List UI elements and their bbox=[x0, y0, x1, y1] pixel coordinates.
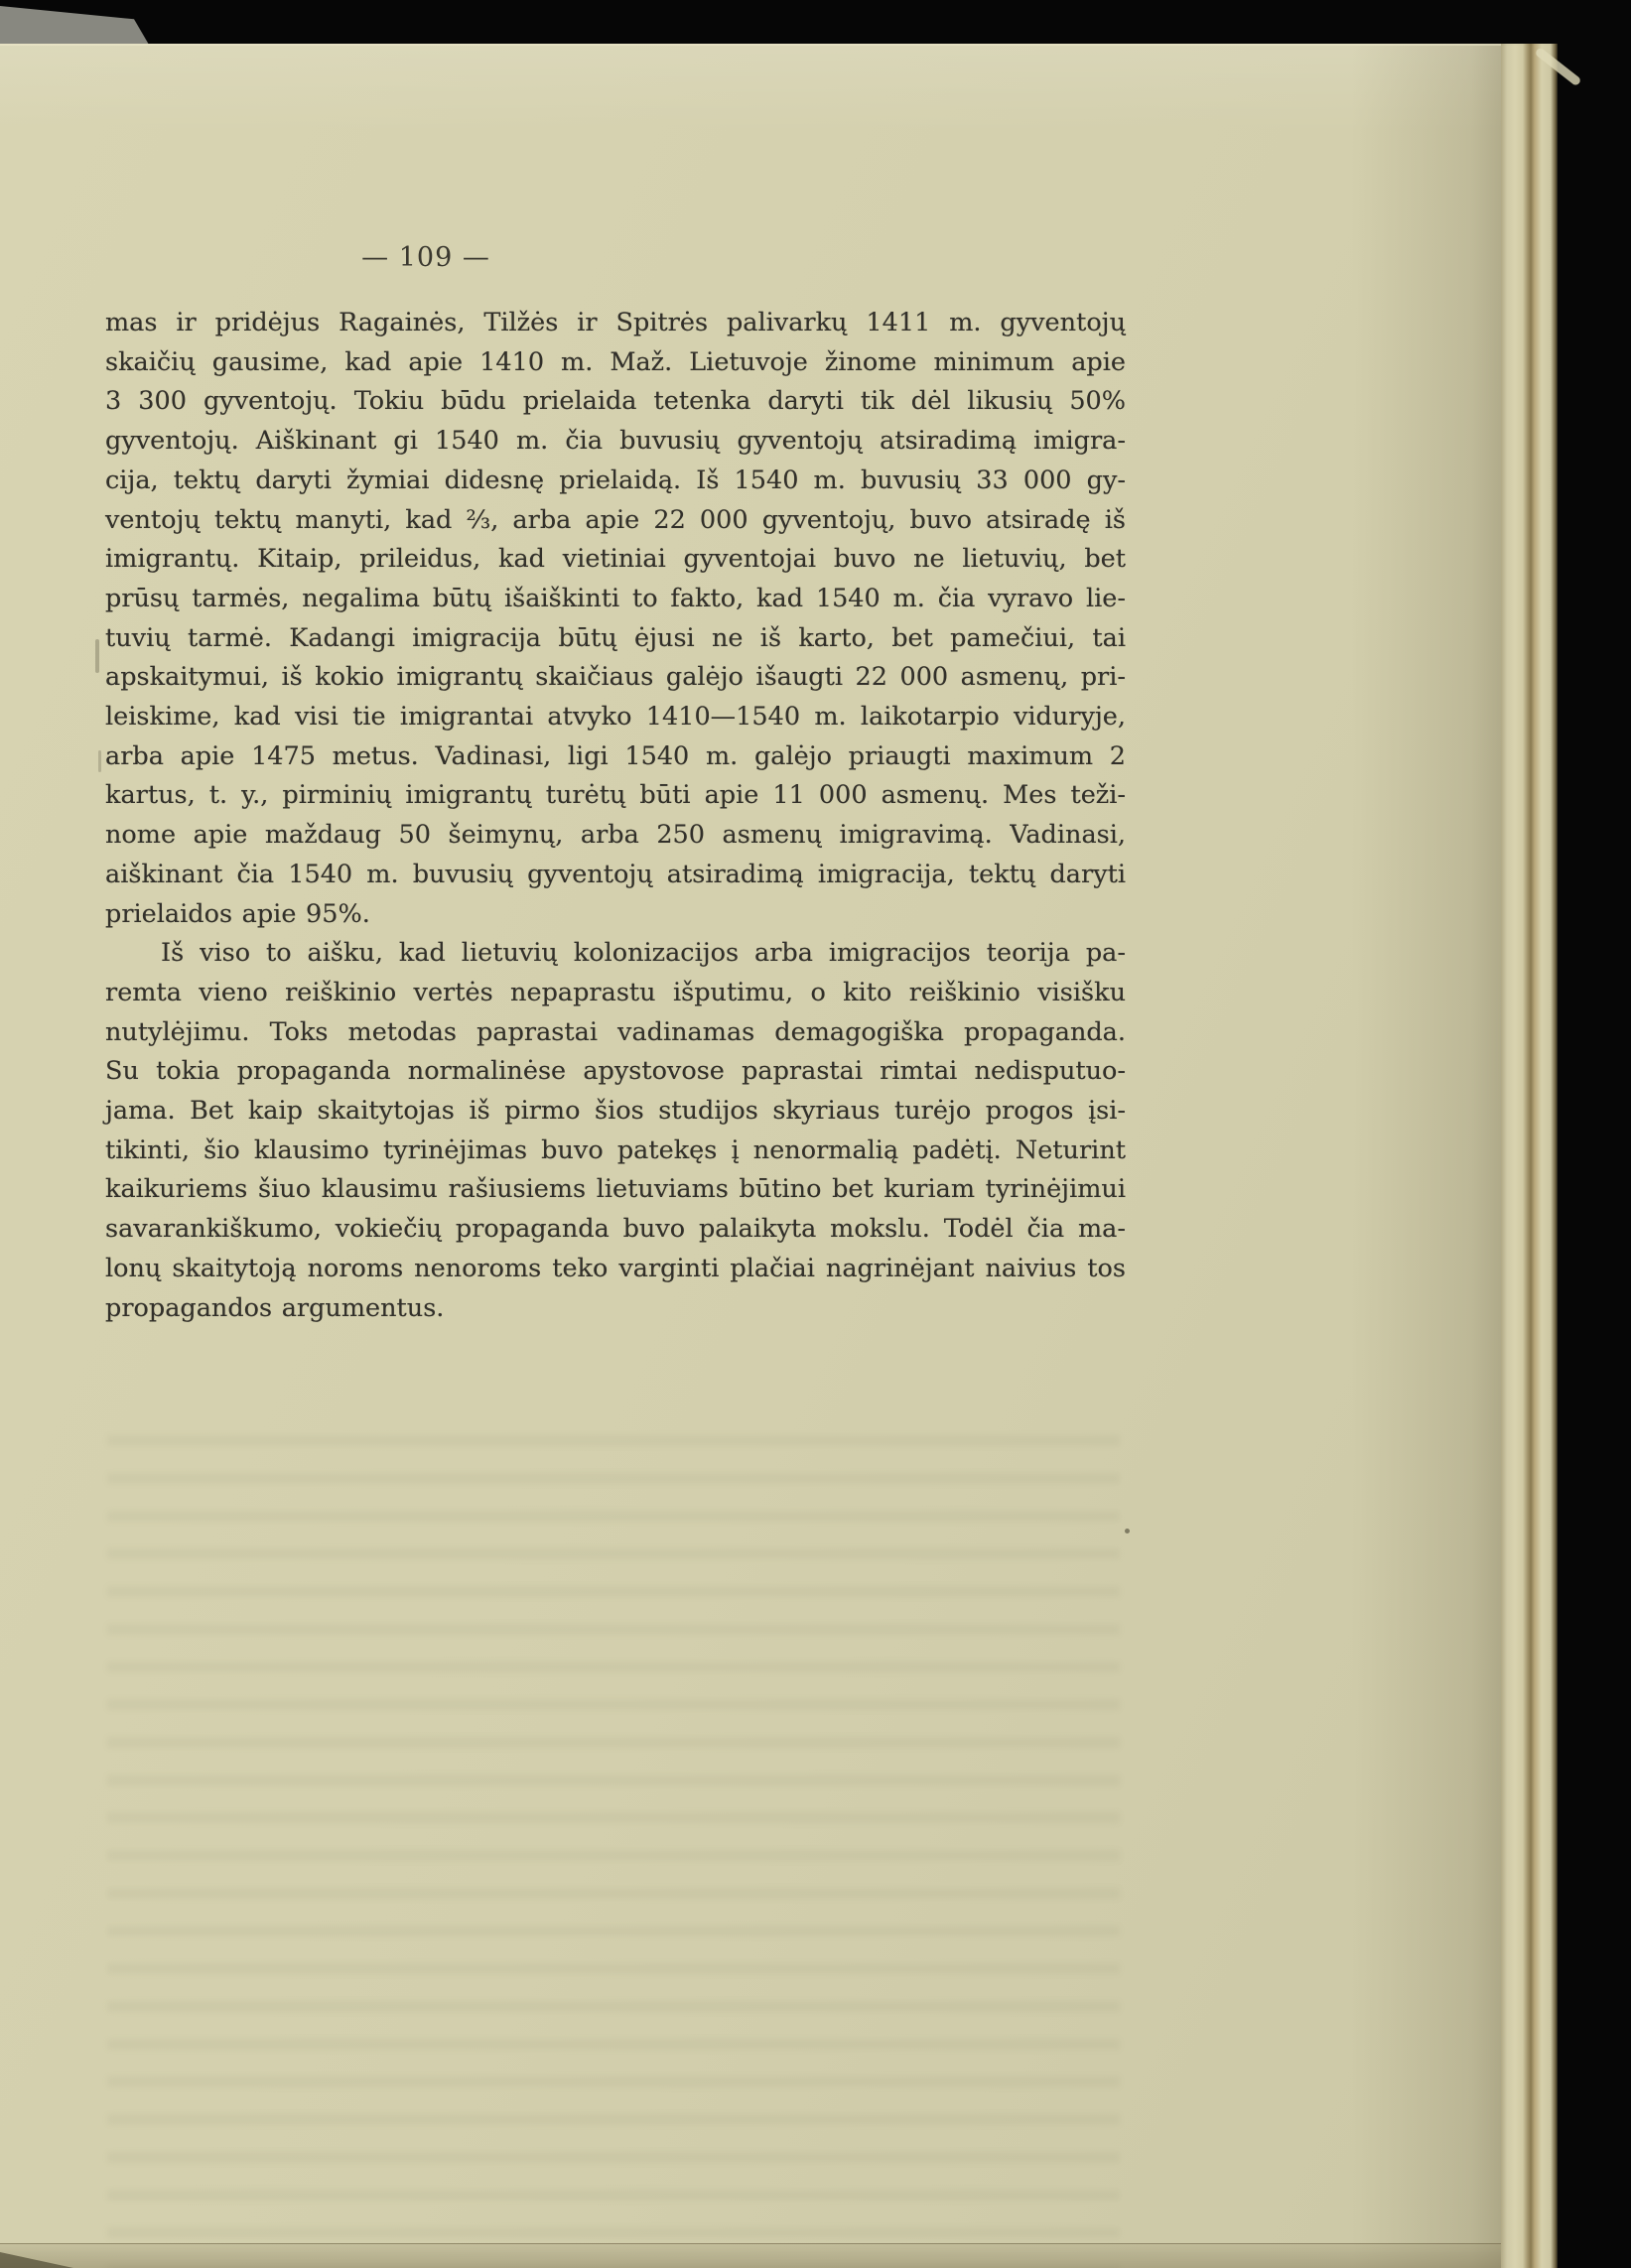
text-line: prielaidos apie 95%. bbox=[105, 898, 370, 929]
scan-corner-artifact bbox=[0, 6, 149, 45]
scan-speck bbox=[95, 639, 99, 673]
page-number: — 109 — bbox=[361, 242, 490, 273]
text-line: propagandos argumentus. bbox=[105, 1292, 445, 1323]
text-line: jama. Bet kaip skaitytojas iš pirmo šios studijos skyriaus turėjo progos įsi- bbox=[105, 1096, 1126, 1127]
text-line: 3 300 gyventojų. Tokiu būdu prielaida tetenka daryti tik dėl likusių 50% bbox=[105, 386, 1126, 417]
text-line: lonų skaitytoją noroms nenoroms teko varginti plačiai nagrinėjant naivius tos bbox=[105, 1253, 1126, 1283]
text-line: tikinti, šio klausimo tyrinėjimas buvo patekęs į nenormalią padėtį. Neturint bbox=[105, 1134, 1126, 1165]
text-line: arba apie 1475 metus. Vadinasi, ligi 1540 m. galėjo priaugti maximum 2 bbox=[105, 740, 1126, 771]
text-line: nome apie maždaug 50 šeimynų, arba 250 asmenų imigravimą. Vadinasi, bbox=[105, 820, 1126, 851]
ink-bleedthrough bbox=[107, 1435, 1120, 2268]
scan-speck bbox=[1125, 1529, 1130, 1534]
text-line: nutylėjimu. Toks metodas paprastai vadinamas demagogiška propaganda. bbox=[105, 1016, 1126, 1047]
text-line: Su tokia propaganda normalinėse apystovose paprastai rimtai nedisputuo- bbox=[105, 1056, 1126, 1087]
text-line: skaičių gausime, kad apie 1410 m. Maž. Lietuvoje žinome minimum apie bbox=[105, 346, 1126, 377]
text-line: ventojų tektų manyti, kad ⅔, arba apie 22 000 gyventojų, buvo atsiradę iš bbox=[105, 504, 1126, 535]
text-line: tuvių tarmė. Kadangi imigracija būtų ėjusi ne iš karto, bet pamečiui, tai bbox=[105, 622, 1126, 653]
text-line: imigrantų. Kitaip, prileidus, kad vietiniai gyventojai buvo ne lietuvių, bet bbox=[105, 544, 1126, 575]
text-line: prūsų tarmės, negalima būtų išaiškinti to fakto, kad 1540 m. čia vyravo lie- bbox=[105, 583, 1126, 613]
text-line: remta vieno reiškinio vertės nepaprastu išputimu, o kito reiškinio visišku bbox=[105, 977, 1126, 1007]
text-line: savarankiškumo, vokiečių propaganda buvo palaikyta mokslu. Todėl čia ma- bbox=[105, 1214, 1126, 1245]
text-line: kaikuriems šiuo klausimu rašiusiems lietuviams būtino bet kuriam tyrinėjimui bbox=[105, 1174, 1126, 1205]
text-line: aiškinant čia 1540 m. buvusių gyventojų atsiradimą imigracija, tektų daryti bbox=[105, 859, 1126, 889]
body-text bbox=[105, 304, 1126, 1328]
text-line: cija, tektų daryti žymiai didesnę prielaidą. Iš 1540 m. buvusių 33 000 gy- bbox=[105, 465, 1126, 495]
page-bottom-edge bbox=[0, 2243, 1501, 2268]
text-line: Iš viso to aišku, kad lietuvių kolonizacijos arba imigracijos teorija pa- bbox=[161, 938, 1126, 969]
text-line: mas ir pridėjus Ragainės, Tilžės ir Spitrės palivarkų 1411 m. gyventojų bbox=[105, 308, 1126, 337]
text-line: kartus, t. y., pirminių imigrantų turėtų būti apie 11 000 asmenų. Mes teži- bbox=[105, 780, 1126, 811]
text-line: leiskime, kad visi tie imigrantai atvyko 1410—1540 m. laikotarpio viduryje, bbox=[105, 702, 1126, 733]
book-fore-edge bbox=[1501, 44, 1558, 2268]
text-line: gyventojų. Aiškinant gi 1540 m. čia buvusių gyventojų atsiradimą imigra- bbox=[105, 426, 1126, 457]
scan-speck bbox=[98, 750, 101, 772]
book-page bbox=[0, 44, 1501, 2268]
text-line: apskaitymui, iš kokio imigrantų skaičiaus galėjo išaugti 22 000 asmenų, pri- bbox=[105, 662, 1126, 693]
